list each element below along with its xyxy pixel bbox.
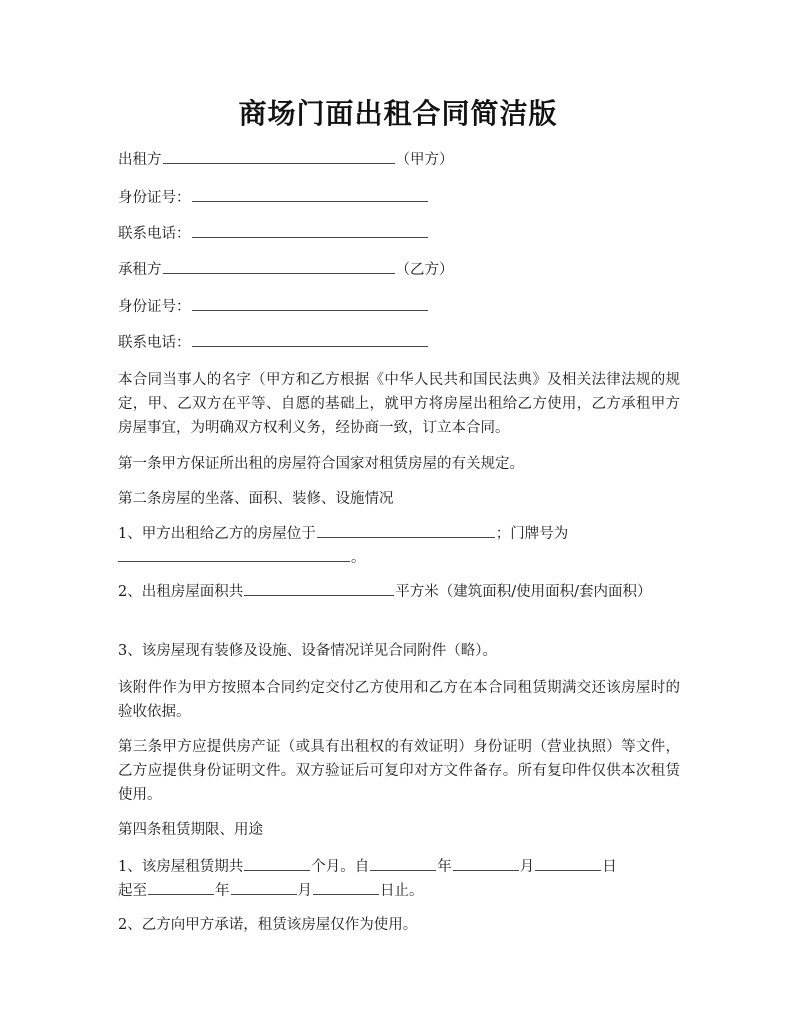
lessee-name-field[interactable] <box>163 258 395 274</box>
lessee-id-field[interactable] <box>192 295 428 311</box>
article-2-item-1 <box>118 522 680 570</box>
end-day-field[interactable] <box>313 879 379 895</box>
lessee-label: 承租方 <box>118 262 162 278</box>
lessee-suffix: （乙方） <box>395 262 454 278</box>
a4-until-label: 起至 <box>118 883 147 899</box>
property-location-field[interactable] <box>317 522 495 538</box>
area-field[interactable] <box>244 580 394 596</box>
a4-end-month-label: 月 <box>297 883 312 899</box>
a4-item1-prefix: 1、该房屋租赁期共 <box>118 859 244 875</box>
intro-paragraph: 本合同当事人的名字（甲方和乙方根据《中华人民共和国民法典》及相关法律法规的规定，甲、乙双方在平等、自愿的基础上，就甲方将房屋出租给乙方使用，乙方承租甲方房屋事宜，为明确双方权利义务，经协商一致，订立本合同。 <box>118 372 680 436</box>
article-2-item-3: 3、该房屋现有装修及设施、设备情况详见合同附件（略）。 <box>118 643 497 659</box>
lessor-id-field[interactable] <box>192 186 428 202</box>
lessor-phone-field[interactable] <box>192 222 428 238</box>
lessor-label: 出租方 <box>118 152 162 168</box>
house-number-field[interactable] <box>118 546 350 562</box>
article-4-heading: 第四条租赁期限、用途 <box>118 822 263 838</box>
lessor-suffix: （甲方） <box>395 152 454 168</box>
end-month-field[interactable] <box>231 879 297 895</box>
lessee-phone-label: 联系电话： <box>118 335 191 351</box>
lessee-id-label: 身份证号： <box>118 299 191 315</box>
lessee-id-line <box>118 295 429 319</box>
article-1: 第一条甲方保证所出租的房屋符合国家对租赁房屋的有关规定。 <box>118 456 524 472</box>
article-3: 第三条甲方应提供房产证（或具有出租权的有效证明）身份证明（营业执照）等文件，乙方应提供身份证明文件。双方验证后可复印对方文件备存。所有复印件仅供本次租赁使用。 <box>118 739 680 803</box>
lessor-name-field[interactable] <box>163 148 395 164</box>
lessee-line <box>118 258 454 282</box>
lease-months-field[interactable] <box>244 855 310 871</box>
attachment-note: 该附件作为甲方按照本合同约定交付乙方使用和乙方在本合同租赁期满交还该房屋时的验收依据。 <box>118 680 680 720</box>
start-day-field[interactable] <box>535 855 601 871</box>
a4-year-label: 年 <box>437 859 452 875</box>
a4-day-start-label: 日 <box>602 859 617 875</box>
lessor-line <box>118 148 454 172</box>
lessor-id-line <box>118 186 429 210</box>
a4-month-label: 月 <box>519 859 535 875</box>
a4-months-label: 个月。自 <box>311 859 370 875</box>
a2-item2-prefix: 2、出租房屋面积共 <box>118 584 244 600</box>
start-month-field[interactable] <box>453 855 519 871</box>
a2-item2-suffix: 平方米（建筑面积/使用面积/套内面积） <box>395 584 652 600</box>
article-2-item-2 <box>118 580 680 604</box>
start-year-field[interactable] <box>370 855 436 871</box>
lessee-phone-line <box>118 331 429 355</box>
lessor-phone-line <box>118 222 429 246</box>
article-2-heading: 第二条房屋的坐落、面积、装修、设施情况 <box>118 491 394 507</box>
a4-day-end-label: 日止。 <box>380 883 424 899</box>
article-4-item-1 <box>118 855 680 903</box>
a2-item1-mid: ；门牌号为 <box>495 526 569 542</box>
a2-item1-end: 。 <box>351 550 366 566</box>
document-title: 商场门面出租合同简洁版 <box>238 97 558 130</box>
lessor-id-label: 身份证号： <box>118 190 191 206</box>
lessor-phone-label: 联系电话： <box>118 226 191 242</box>
a2-item1-prefix: 1、甲方出租给乙方的房屋位于 <box>118 526 316 542</box>
article-4-item-2: 2、乙方向甲方承诺，租赁该房屋仅作为使用。 <box>118 917 418 933</box>
lessee-phone-field[interactable] <box>192 331 428 347</box>
a4-end-year-label: 年 <box>215 883 230 899</box>
end-year-field[interactable] <box>148 879 214 895</box>
